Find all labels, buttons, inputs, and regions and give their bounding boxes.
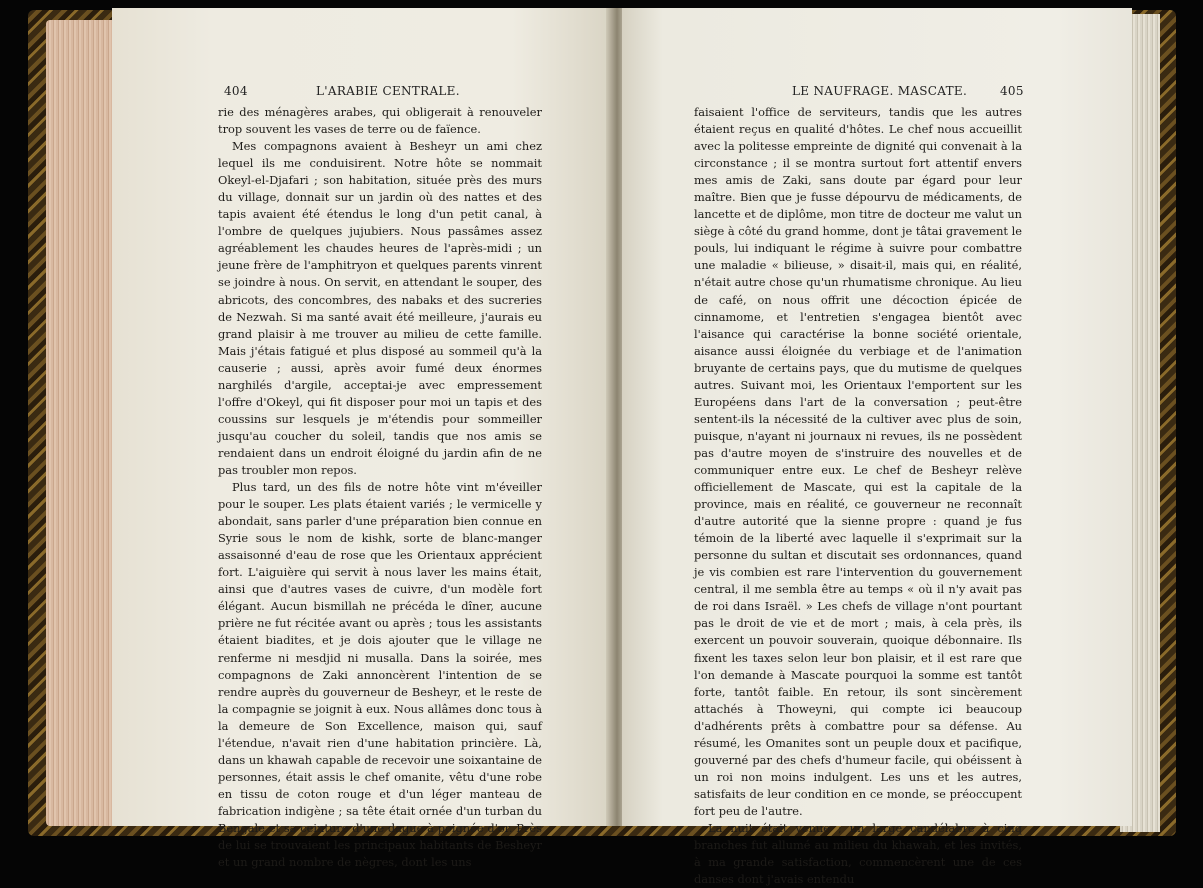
right-paragraph-1: faisaient l'office de serviteurs, tandis que les autres étaient reçus en qualité d'hôtes. Le chef nous accueillit avec la politesse empreinte de dignité qui convenait à la circonstance ; il se montra surtout fort attentif envers mes amis de Zaki, sans doute par égard pour leur maître. Bien que je fusse dépourvu de médicaments, de lancette et de diplôme, mon titre de docteur me valut un siège à côté du grand homme, dont je tâtai gravement le pouls, lui indiquant le régime à suivre pour combattre une maladie « bilieuse, » disait-il, mais qui, en réalité, n'était autre chose qu'un rhumatisme chronique. Au lieu de café, on nous offrit une décoction épicée de cinnamome, et l'entretien s'engagea bientôt avec l'aisance qui caractérise la bonne société orientale, aisance aussi éloignée du verbiage et de l'animation bruyante de certains pays, que du mutisme de quelques autres. Suivant moi, les Orientaux l'emportent sur les Européens dans l'art de la conversation ; peut-être sentent-ils la nécessité de la cultiver avec plus de soin, puisque, n'ayant ni journaux ni revues, ils ne possèdent pas d'autre moyen de s'instruire des nouvelles et de communiquer entre eux. Le chef de Besheyr relève officiellement de Mascate, qui est la capitale de la province, mais en réalité, ce gouverneur ne reconnaît d'autre autorité que la sienne propre : quand je fus témoin de la liberté avec laquelle il s'exprimait sur la personne du sultan et discutait ses ordonnances, quand je vis combien est rare l'intervention du gouvernement central, il me sembla être au temps « où il n'y avait pas de roi dans Israël. » Les chefs de village n'ont pourtant pas le droit de vie et de mort ; mais, à cela près, ils exercent un pouvoir souverain, quoique débonnaire. Ils fixent les taxes selon leur bon plaisir, et il est rare que l'on demande à Mascate pourquoi la somme est tantôt forte, tantôt faible. En retour, ils sont sincèrement attachés à Thoweyni, qui compte ici beaucoup d'adhérents prêts à combattre pour sa défense. Au résumé, les Omanites sont un peuple doux et pacifique, gouverné par des chefs d'humeur facile, qui obéissent à un roi non moins indulgent. Les uns et les autres, satisfaits de leur condition en ce monde, se préoccupent fort peu de l'autre. bbox=[694, 105, 1023, 818]
left-paragraph-2: Mes compagnons avaient à Besheyr un ami chez lequel ils me conduisirent. Notre hôte se nommait Okeyl-el-Djafari ; son habitation, située près des murs du village, donnait sur un jardin où des nattes et des tapis avaient été étendus le long d'un petit canal, à l'ombre de quelques jujubiers. Nous passâmes assez agréablement les chaudes heures de l'après-midi ; un jeune frère de l'amphitryon et quelques parents vinrent se joindre à nous. On servit, en attendant le souper, des abricots, des concombres, des nabaks et des sucreries de Nezwah. Si ma santé avait été meilleure, j'aurais eu grand plaisir à me trouver au milieu de cette famille. Mais j'étais fatigué et plus disposé au sommeil qu'à la causerie ; aussi, après avoir fumé deux énormes narghilés d'argile, acceptai-je avec empressement l'offre d'Okeyl, qui fit disposer pour moi un tapis et des coussins sur lesquels je m'étendis pour sommeiller jusqu'au coucher du soleil, tandis que nos amis se rendaient dans un endroit éloigné du jardin afin de ne pas troubler mon repos. bbox=[218, 139, 542, 477]
left-paragraph-1: rie des ménagères arabes, qui obligerait à renouveler trop souvent les vases de terre ou de faïence. bbox=[218, 105, 542, 137]
left-paragraph-3: Plus tard, un des fils de notre hôte vint m'éveiller pour le souper. Les plats étaient variés ; le vermicelle y abondait, sans parler d'une préparation bien connue en Syrie sous le nom de kishk, sorte de blanc-manger assaisonné d'eau de rose que les Orientaux apprécient fort. L'aiguière qui servit à nous laver les mains était, ainsi que d'autres vases de cuivre, d'un modèle fort élégant. Aucun bismillah ne précéda le dîner, aucune prière ne fut récitée avant ou après ; tous les assistants étaient biadites, et je dois ajouter que le village ne renferme ni mesdjid ni musalla. Dans la soirée, mes compagnons de Zaki annoncèrent l'intention de se rendre auprès du gouverneur de Besheyr, et le reste de la compagnie se joignit à eux. Nous allâmes donc tous à la demeure de Son Excellence, maison qui, sauf l'étendue, n'avait rien d'une habitation princière. Là, dans un khawah capable de recevoir une soixantaine de personnes, était assis le chef omanite, vêtu d'une robe en tissu de coton rouge et d'un léger manteau de fabrication indigène ; sa tête était ornée d'un turban du Bengale et sa ceinture d'une dague à poignée d'or. Près de lui se trouvaient les principaux habitants de Besheyr et un grand nombre de nègres, dont les uns bbox=[218, 480, 542, 870]
right-running-title: LE NAUFRAGE. MASCATE. bbox=[792, 84, 968, 98]
left-page bbox=[112, 8, 612, 870]
right-page bbox=[622, 8, 1132, 887]
page-edges-left bbox=[46, 20, 116, 826]
left-page-number: 404 bbox=[224, 84, 248, 98]
left-page-text bbox=[218, 104, 542, 871]
right-page-text bbox=[694, 104, 1022, 888]
left-running-title: L'ARABIE CENTRALE. bbox=[316, 84, 460, 98]
right-page-number: 405 bbox=[1000, 84, 1024, 98]
right-paragraph-2: La nuit était venue ; un large candélabre à cinq branches fut allumé au milieu du khawah, et les invités, à ma grande satisfaction, commencèrent une de ces danses dont j'avais entendu bbox=[694, 820, 1022, 887]
